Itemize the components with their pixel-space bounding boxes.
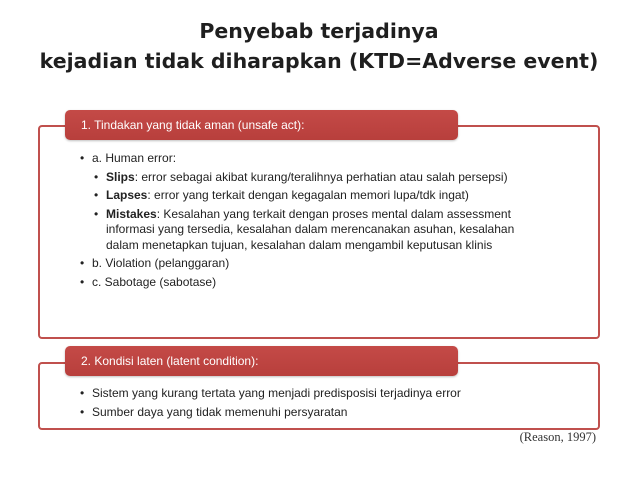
citation: (Reason, 1997): [519, 430, 596, 444]
list-item-system: [80, 386, 580, 402]
item-a-label: a. Human error:: [92, 151, 177, 165]
list-item-lapses: [94, 188, 540, 204]
term-slips: Slips: [106, 169, 135, 184]
slide-title: [0, 16, 638, 76]
section-2-content: [80, 386, 580, 423]
list-item-mistakes: [94, 207, 540, 254]
list-item-sabotage: [80, 275, 540, 291]
text-mistakes: : Kesalahan yang terkait dengan proses mental dalam assessment informasi yang tersedia, kesalahan dalam merencanakan asuhan, kesalahan dalam menetapkan tujuan, kesalahan dalam mengambil keputusan klinis: [106, 206, 515, 252]
section-2-header: 2. Kondisi laten (latent condition):: [65, 346, 458, 376]
text-slips: : error sebagai akibat kurang/teralihnya perhatian atau salah persepsi): [134, 169, 508, 184]
item-b-label: b. Violation (pelanggaran): [92, 256, 230, 270]
list-item-violation: [80, 256, 540, 272]
title-line-2: kejadian tidak diharapkan (KTD=Adverse event): [39, 49, 599, 73]
section-1-content: [80, 151, 540, 293]
item-system-text: Sistem yang kurang tertata yang menjadi predisposisi terjadinya error: [92, 386, 461, 400]
term-lapses: Lapses: [106, 188, 148, 202]
list-item-resources: [80, 405, 580, 421]
title-line-1: Penyebab terjadinya: [199, 19, 439, 43]
term-mistakes: Mistakes: [106, 206, 157, 221]
section-1-header: 1. Tindakan yang tidak aman (unsafe act):: [65, 110, 458, 140]
list-item-human-error: [80, 151, 540, 253]
item-resources-text: Sumber daya yang tidak memenuhi persyaratan: [92, 404, 348, 419]
text-lapses: : error yang terkait dengan kegagalan memori lupa/tdk ingat): [147, 188, 469, 202]
item-c-label: c. Sabotage (sabotase): [92, 274, 217, 289]
list-item-slips: [94, 170, 540, 186]
